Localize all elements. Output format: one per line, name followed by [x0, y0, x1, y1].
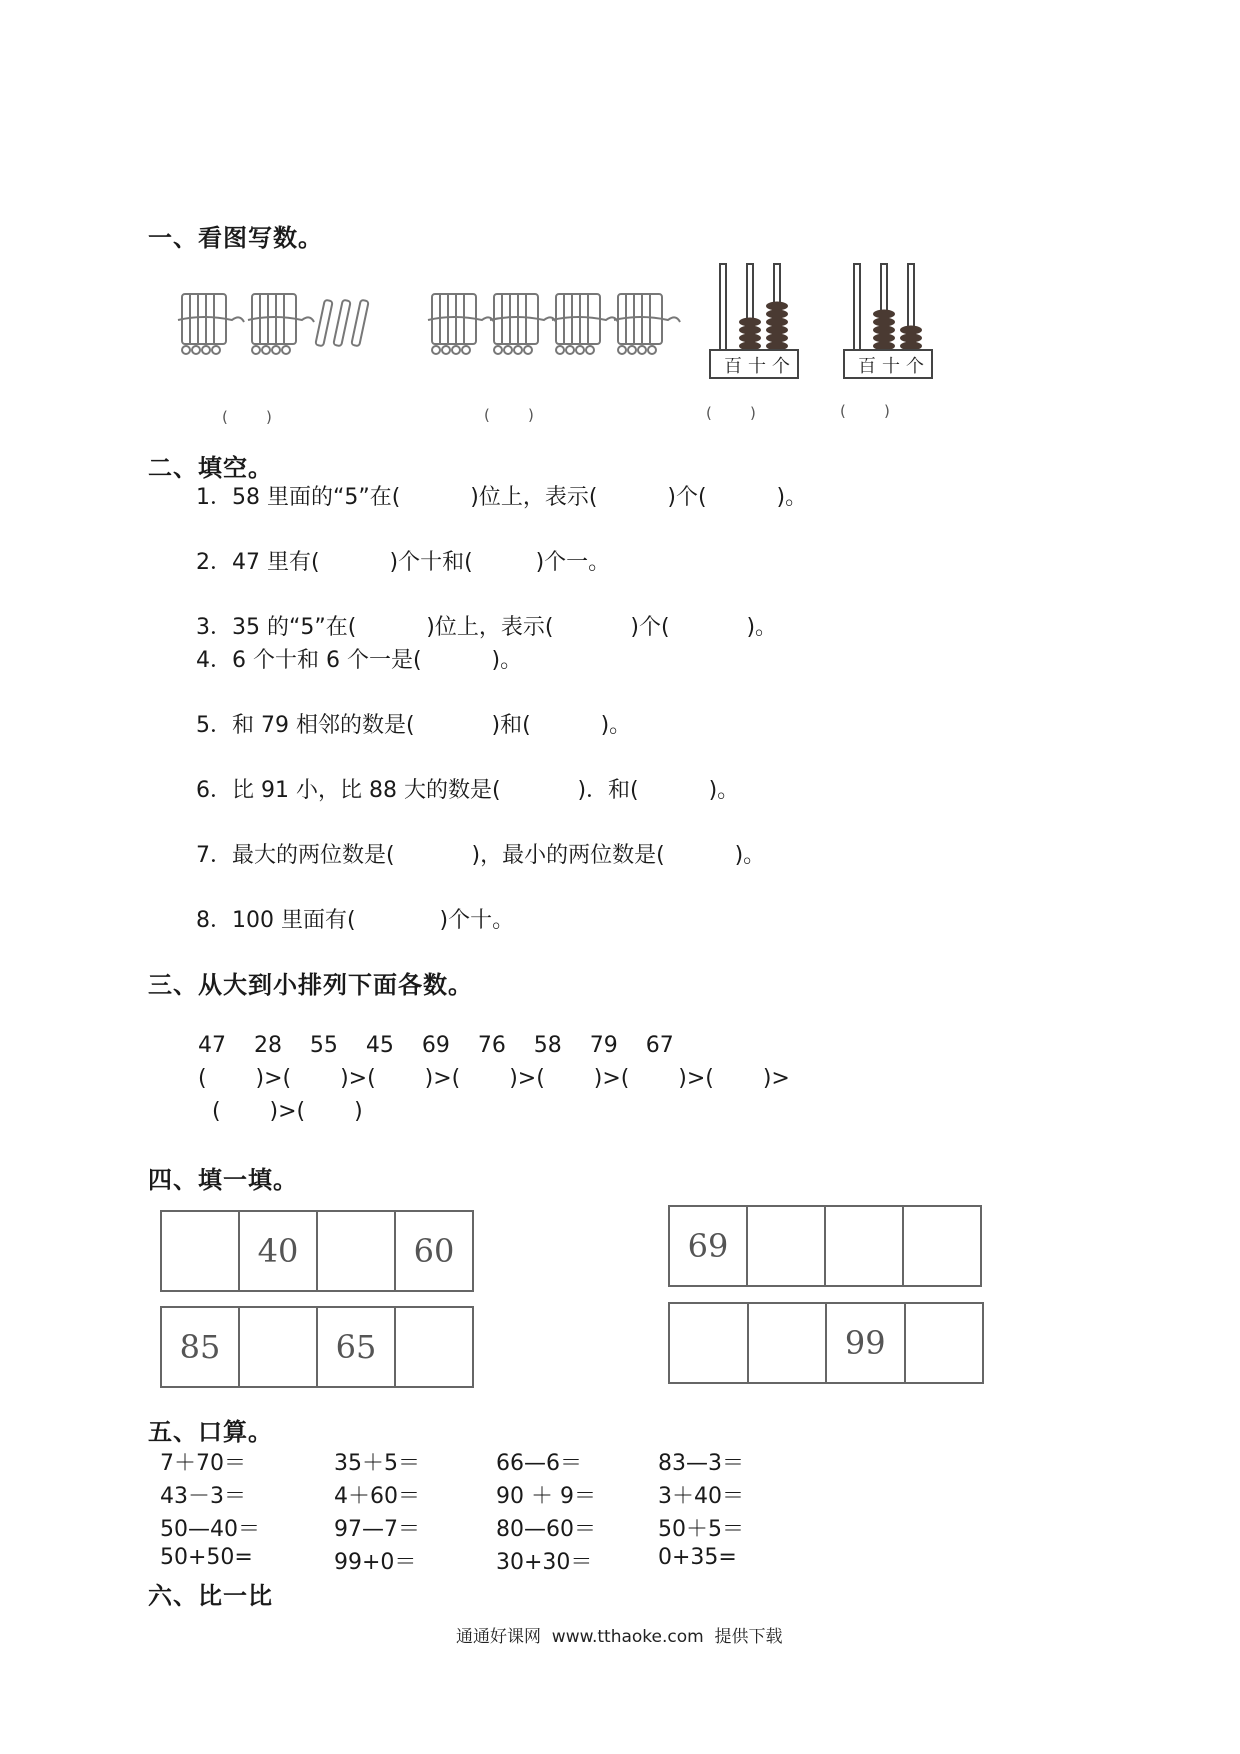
calc-item: 30+30＝ — [496, 1550, 593, 1575]
calc-item: 43－3＝ — [160, 1484, 246, 1509]
abacus-label-ones: 个 — [772, 356, 790, 377]
grid-cell[interactable] — [904, 1304, 983, 1382]
abacus-label-tens: 十 — [748, 356, 766, 377]
calc-item: 7＋70＝ — [160, 1451, 246, 1476]
calc-item: 0+35= — [658, 1545, 737, 1570]
fill-blank-item: 3．35 的“5”在( )位上，表示( )个( )。 — [196, 615, 778, 640]
abacus-icon — [708, 262, 803, 382]
stick-bundle-icon — [490, 294, 556, 354]
calc-item: 3＋40＝ — [658, 1484, 744, 1509]
section4-heading: 四、填一填。 — [148, 1166, 298, 1194]
calc-item: 50+50= — [160, 1545, 253, 1570]
section5-heading: 五、口算。 — [148, 1418, 273, 1446]
grid-cell[interactable]: 69 — [687, 1227, 729, 1265]
answer-blank[interactable]: ( ) — [484, 406, 534, 424]
answer-blank[interactable]: ( ) — [222, 408, 272, 426]
calc-item: 90 ＋ 9＝ — [496, 1484, 596, 1509]
abacus-label-hundreds: 百 — [858, 356, 876, 377]
ordering-blanks-row: ( )>( ) — [212, 1099, 363, 1124]
fill-blank-item: 4．6 个十和 6 个一是( )。 — [196, 648, 523, 673]
section1-heading: 一、看图写数。 — [148, 224, 323, 252]
fill-blank-item: 8．100 里面有( )个十。 — [196, 908, 515, 933]
stick-bundle-icon — [552, 294, 618, 354]
stick-bundle-icon — [178, 294, 244, 354]
calc-item: 4＋60＝ — [334, 1484, 420, 1509]
grid-cell[interactable] — [316, 1212, 394, 1290]
grid-cell[interactable] — [394, 1308, 472, 1386]
calc-item: 83—3＝ — [658, 1451, 744, 1476]
number-grid — [160, 1306, 474, 1388]
fill-blank-item: 1．58 里面的“5”在( )位上，表示( )个( )。 — [196, 485, 808, 510]
section3-heading: 三、从大到小排列下面各数。 — [148, 971, 473, 999]
section2-heading: 二、填空。 — [148, 454, 273, 482]
calc-item: 35＋5＝ — [334, 1451, 420, 1476]
calc-item: 66—6＝ — [496, 1451, 582, 1476]
fill-blank-item: 7．最大的两位数是( )，最小的两位数是( )。 — [196, 843, 766, 868]
abacus-label-hundreds: 百 — [724, 356, 742, 377]
footer-source: 通通好课网 www.tthaoke.com 提供下载 — [456, 1627, 783, 1647]
grid-cell[interactable] — [670, 1304, 747, 1382]
grid-cell[interactable] — [747, 1304, 826, 1382]
number-grid — [668, 1302, 984, 1384]
abacus-icon — [842, 262, 937, 382]
stick-bundle-icon — [614, 294, 680, 354]
answer-blank[interactable]: ( ) — [706, 404, 756, 422]
fill-blank-item: 2．47 里有( )个十和( )个一。 — [196, 550, 611, 575]
answer-blank[interactable]: ( ) — [840, 402, 890, 420]
grid-cell[interactable] — [824, 1207, 902, 1285]
grid-cell[interactable] — [238, 1308, 316, 1386]
calc-item: 97—7＝ — [334, 1517, 420, 1542]
calc-item: 80—60＝ — [496, 1517, 596, 1542]
number-grid — [668, 1205, 982, 1287]
grid-cell[interactable]: 60 — [394, 1212, 472, 1290]
grid-cell[interactable]: 85 — [179, 1328, 221, 1366]
grid-cell[interactable]: 65 — [316, 1308, 394, 1386]
section6-heading: 六、比一比 — [148, 1582, 273, 1610]
ordering-blanks-row: ( )>( )>( )>( )>( )>( )>( )> — [198, 1066, 790, 1091]
calc-item: 99+0＝ — [334, 1550, 417, 1575]
abacus-label-ones: 个 — [906, 356, 924, 377]
calc-item: 50—40＝ — [160, 1517, 260, 1542]
number-grid — [160, 1210, 474, 1292]
calc-item: 50＋5＝ — [658, 1517, 744, 1542]
grid-cell[interactable] — [162, 1212, 238, 1290]
fill-blank-item: 6．比 91 小，比 88 大的数是( )．和( )。 — [196, 778, 740, 803]
single-sticks-icon — [315, 300, 368, 347]
abacus-label-tens: 十 — [882, 356, 900, 377]
number-list: 47 28 55 45 69 76 58 79 67 — [198, 1033, 674, 1058]
fill-blank-item: 5．和 79 相邻的数是( )和( )。 — [196, 713, 632, 738]
grid-cell[interactable]: 40 — [238, 1212, 316, 1290]
grid-cell[interactable] — [902, 1207, 980, 1285]
grid-cell[interactable]: 99 — [825, 1304, 904, 1382]
stick-bundle-icon — [248, 294, 314, 354]
grid-cell[interactable] — [746, 1207, 824, 1285]
stick-bundle-icon — [428, 294, 494, 354]
